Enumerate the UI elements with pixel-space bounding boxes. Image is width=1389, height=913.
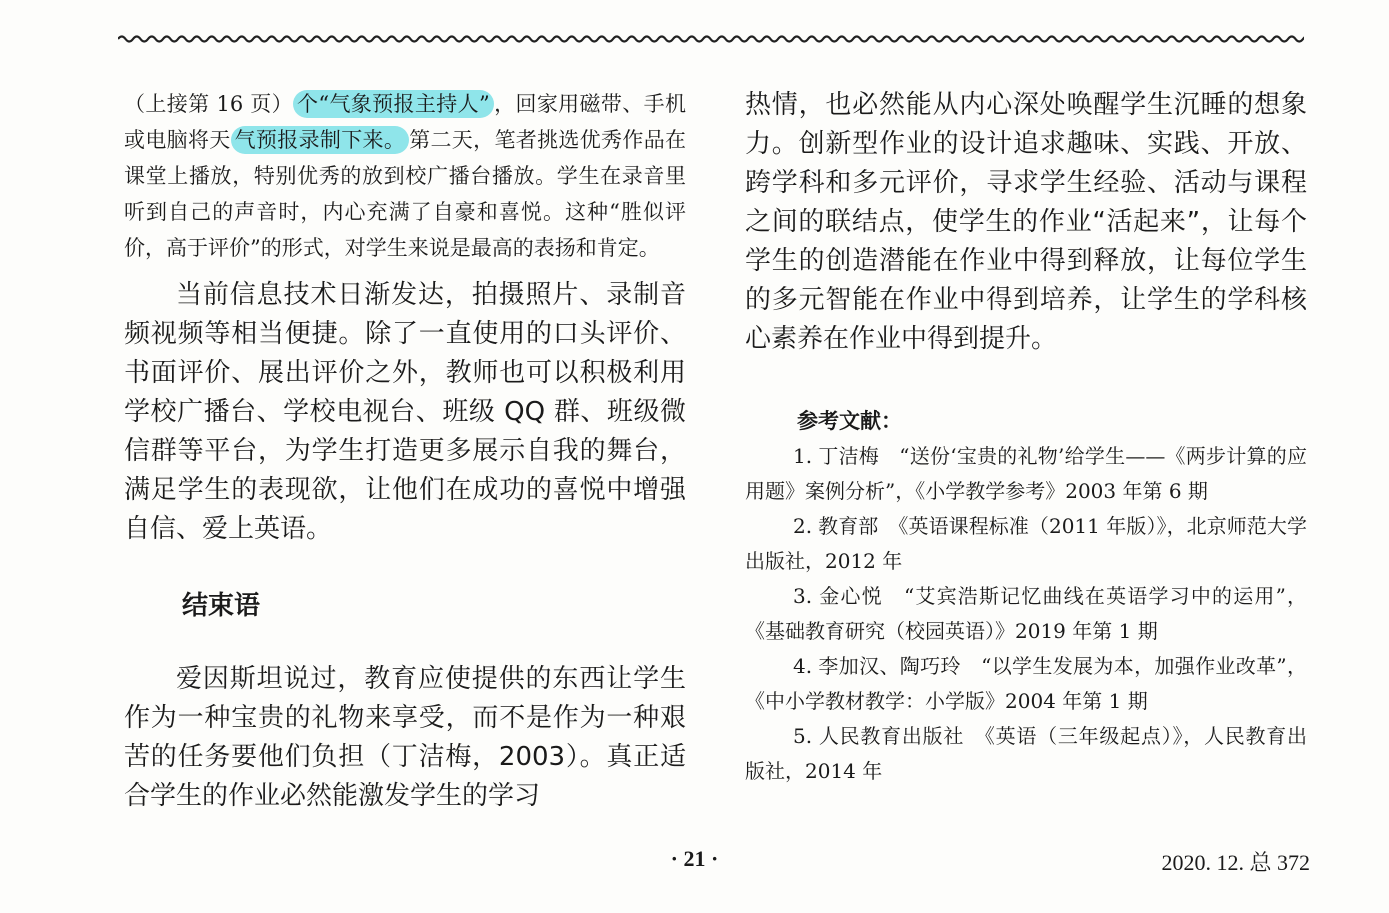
reference-item: 2. 教育部 《英语课程标准（2011 年版）》，北京师范大学出版社，2012 年 (745, 514, 1307, 573)
reference-item: 1. 丁洁梅 “送份‘宝贵的礼物’给学生——《两步计算的应用题》案例分析”，《小学教学参考》2003 年第 6 期 (745, 444, 1307, 503)
continued-from-label: （上接第 16 页） (124, 92, 293, 116)
paragraph-text: ，回家用磁带、手机或电脑将天 (124, 92, 687, 152)
left-column (124, 86, 686, 816)
references-list (745, 439, 1307, 789)
paragraph-continued: 热情，也必然能从内心深处唤醒学生沉睡的想象力。创新型作业的设计追求趣味、实践、开放、跨学科和多元评价，寻求学生经验、活动与课程之间的联结点，使学生的作业“活起来”，让每个学生的创造潜能在作业中得到释放，让每位学生的多元智能在作业中得到培养，让学生的学科核心素养在作业中得到提升。 (745, 90, 1307, 354)
reference-item: 5. 人民教育出版社 《英语（三年级起点）》，人民教育出版社，2014 年 (745, 724, 1307, 783)
reference-item: 3. 金心悦 “艾宾浩斯记忆曲线在英语学习中的运用”，《基础教育研究（校园英语）》2019 年第 1 期 (745, 584, 1307, 643)
reference-item: 4. 李加汉、陶巧玲 “以学生发展为本，加强作业改革”，《中小学教材教学：小学版》2004 年第 1 期 (745, 654, 1307, 713)
highlight-weather-record: 气预报录制下来。 (231, 126, 410, 154)
paragraph-info-tech: 当前信息技术日渐发达，拍摄照片、录制音频视频等相当便捷。除了一直使用的口头评价、书面评价、展出评价之外，教师也可以积极利用学校广播台、学校电视台、班级 QQ 群、班级微信群等平台，为学生打造更多展示自我的舞台，满足学生的表现欲，让他们在成功的喜悦中增强自信、爱上英语。 (124, 280, 686, 544)
issue-label: 2020. 12. 总 372 (1161, 850, 1310, 875)
paragraph-conclusion: 爱因斯坦说过，教育应使提供的东西让学生作为一种宝贵的礼物来享受，而不是作为一种艰苦的任务要他们负担（丁洁梅，2003）。真正适合学生的作业必然能激发学生的学习 (124, 664, 686, 811)
decorative-wave-border (118, 24, 1304, 54)
right-column (745, 86, 1307, 789)
references-title: 参考文献： (797, 409, 902, 433)
continued-paragraph (124, 86, 686, 266)
page-number: · 21 · (670, 846, 719, 871)
section-heading-conclusion: 结束语 (182, 591, 261, 621)
highlight-weather-host: 个“气象预报主持人” (293, 90, 494, 118)
paragraph-text: 第二天，笔者挑选优秀作品在课堂上播放，特别优秀的放到校广播台播放。学生在录音里听到自己的声音时，内心充满了自豪和喜悦。这种“胜似评价，高于评价”的形式，对学生来说是最高的表扬和肯定。 (124, 128, 687, 260)
